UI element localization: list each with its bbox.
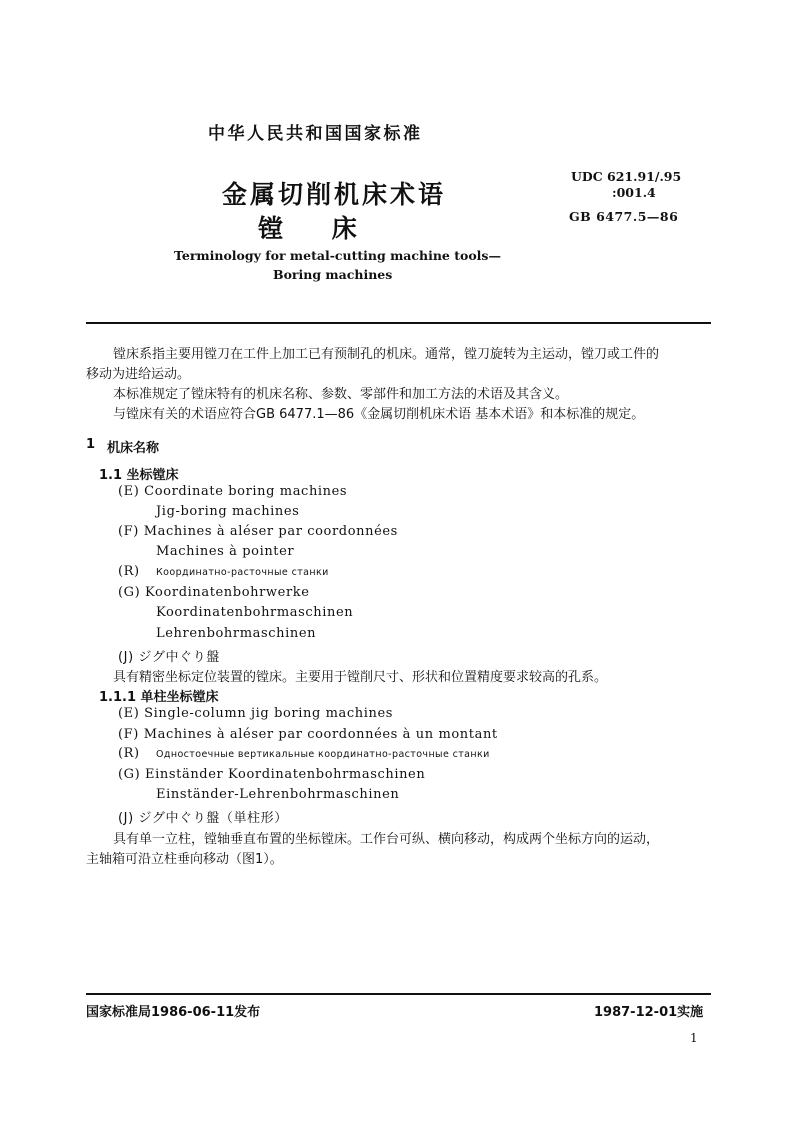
intro-paragraph-1-cont: 移动为进给运动。 [86,367,191,382]
gb-number: GB 6477.5—86 [569,209,679,224]
term-russian-label: (R) [118,746,140,761]
page-number: 1 [690,1031,698,1045]
udc-code-suffix: :001.4 [612,185,656,200]
footer-divider [86,993,711,995]
intro-paragraph-3: 与镗床有关的术语应符合GB 6477.1—86《金属切削机床术语 基本术语》和本标准的规定。 [113,407,645,422]
term-japanese: (J) ジグ中ぐり盤 [118,650,220,665]
term-russian: Координатно-расточные станки [156,567,329,578]
term-french: (F) Machines à aléser par coordonnées [118,524,398,539]
subsubsection-heading: 1.1.1 单柱坐标镗床 [99,690,219,705]
term-german: (G) Einständer Koordinatenbohrmaschinen [118,767,426,782]
udc-code: UDC 621.91/.95 [571,169,682,184]
term-definition: 具有精密坐标定位装置的镗床。主要用于镗削尺寸、形状和位置精度要求较高的孔系。 [113,670,608,685]
header-divider [86,322,711,324]
term-english: (E) Single-column jig boring machines [118,706,394,721]
term-german: (G) Koordinatenbohrwerke [118,585,310,600]
section-number: 1 [86,437,96,452]
term-definition: 具有单一立柱，镗轴垂直布置的坐标镗床。工作台可纵、横向移动，构成两个坐标方向的运动， [113,832,660,847]
issue-date: 国家标准局1986-06-11发布 [86,1005,261,1020]
term-german-alt: Einständer-Lehrenbohrmaschinen [156,787,400,802]
term-german-alt-1: Koordinatenbohrmaschinen [156,605,354,620]
english-title: Terminology for metal-cutting machine tools— [174,248,501,263]
intro-paragraph-1: 镗床系指主要用镗刀在工件上加工已有预制孔的机床。通常，镗刀旋转为主运动，镗刀或工件的 [113,347,660,362]
intro-paragraph-2: 本标准规定了镗床特有的机床名称、参数、零部件和加工方法的术语及其含义。 [113,387,569,402]
term-japanese: (J) ジグ中ぐり盤（単柱形） [118,811,288,826]
term-russian-label: (R) [118,564,140,579]
term-definition-cont: 主轴箱可沿立柱垂向移动（图1）。 [86,852,283,867]
standard-title: 金属切削机床术语 [222,180,447,209]
term-russian: Одностоечные вертикальные координатно-расточные станки [156,749,490,760]
term-english-alt: Jig-boring machines [156,504,300,519]
standard-subtitle: 镗 床 [258,214,357,243]
section-title: 机床名称 [107,441,160,456]
effective-date: 1987-12-01实施 [594,1005,704,1020]
term-french-alt: Machines à pointer [156,544,295,559]
term-german-alt-2: Lehrenbohrmaschinen [156,626,317,641]
subsection-heading: 1.1 坐标镗床 [99,468,179,483]
term-english: (E) Coordinate boring machines [118,484,348,499]
english-subtitle: Boring machines [273,267,393,282]
national-standard-label: 中华人民共和国国家标准 [208,124,423,144]
term-french: (F) Machines à aléser par coordonnées à un montant [118,727,498,742]
